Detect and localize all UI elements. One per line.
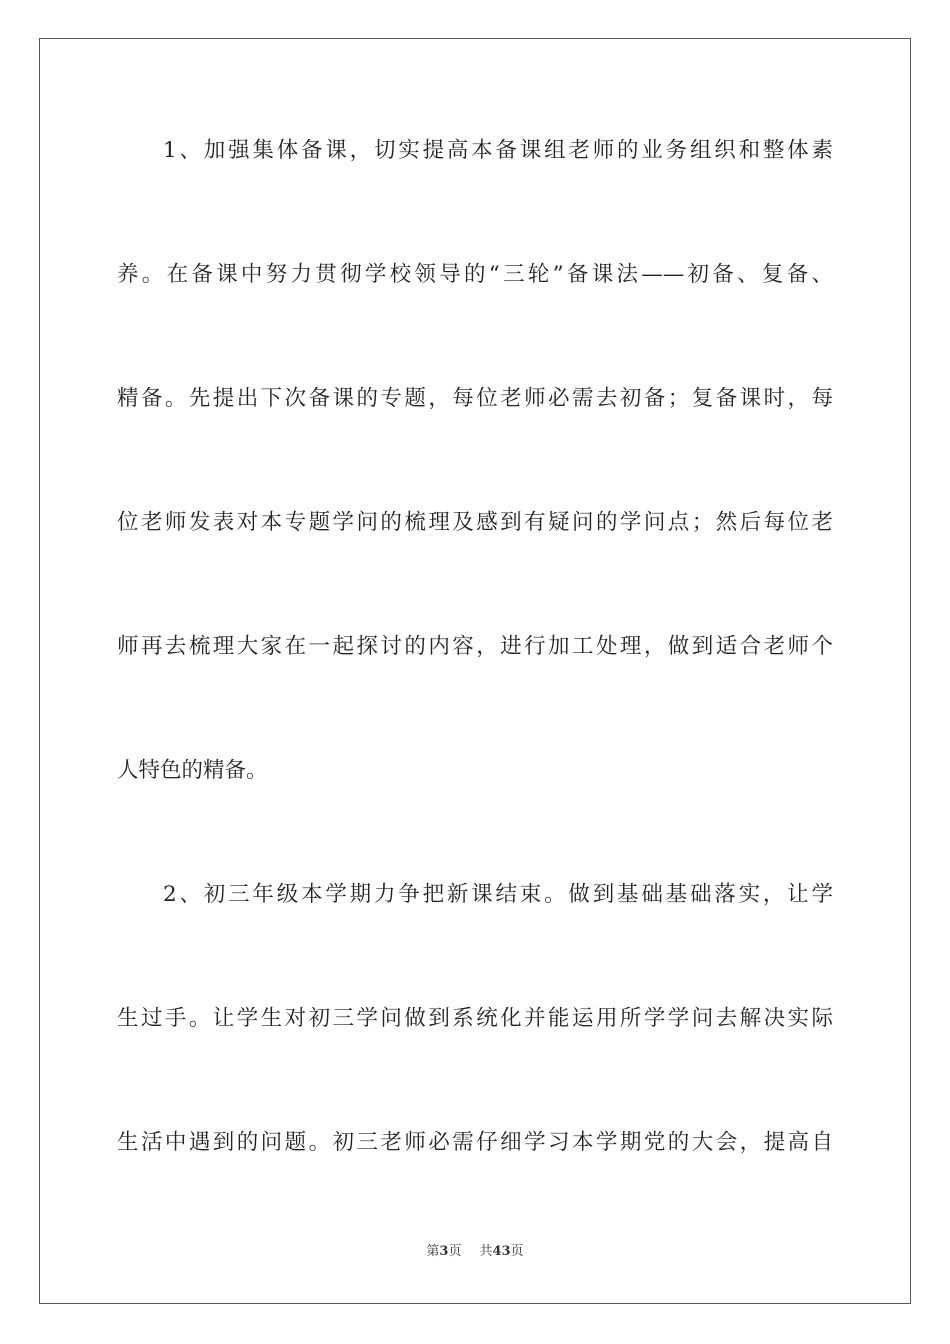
page-frame	[39, 38, 911, 1304]
page-footer	[0, 1240, 950, 1259]
total-pages: 43	[492, 1244, 511, 1259]
text-line: 养。在备课中努力贯彻学校领导的“三轮”备课法——初备、复备、	[117, 262, 833, 287]
text-line: 生过手。让学生对初三学问做到系统化并能运用所学学问去解决实际	[117, 1006, 833, 1031]
page-suffix: 页	[448, 1244, 462, 1259]
text-line: 2、初三年级本学期力争把新课结束。做到基础基础落实，让学	[163, 882, 833, 907]
text-line: 1、加强集体备课，切实提高本备课组老师的业务组织和整体素	[163, 138, 833, 163]
text-line: 位老师发表对本专题学问的梳理及感到有疑问的学问点；然后每位老	[117, 510, 833, 535]
text-line: 精备。先提出下次备课的专题，每位老师必需去初备；复备课时，每	[117, 386, 833, 411]
page-prefix: 第	[426, 1244, 440, 1259]
page-number: 3	[439, 1244, 449, 1259]
text-line: 人特色的精备。	[117, 758, 268, 783]
text-line: 师再去梳理大家在一起探讨的内容，进行加工处理，做到适合老师个	[117, 634, 833, 659]
text-line: 生活中遇到的问题。初三老师必需仔细学习本学期党的大会，提高自	[117, 1130, 833, 1155]
total-suffix: 页	[510, 1244, 524, 1259]
total-prefix: 共	[479, 1244, 493, 1259]
